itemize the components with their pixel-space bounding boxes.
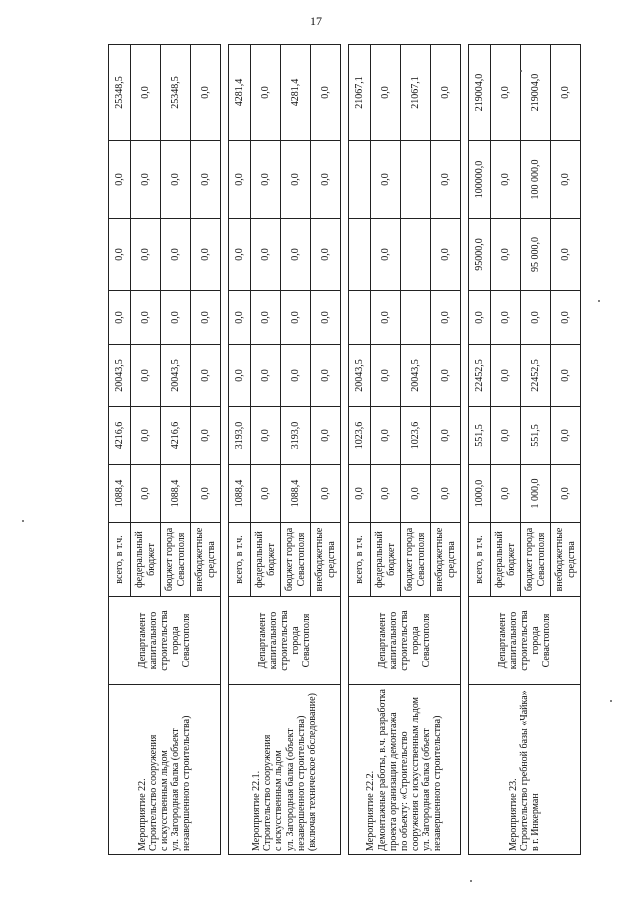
value-cell: 22452,5: [469, 345, 491, 407]
table-row: [109, 45, 131, 855]
event-name-cell: Мероприятие 22.2. Демонтажные работы, в.ч. разработка проекта организации демонтажа по объекту: «Строительство сооружения с искусственным льдом ул. Загородная балка (объект незавершенного строительства): [349, 685, 461, 855]
value-cell: 4216,6: [109, 407, 131, 465]
value-cell: 0,0: [311, 345, 341, 407]
funding-source-cell: всего, в т.ч.: [469, 523, 491, 597]
value-cell: 551,5: [521, 407, 551, 465]
funding-source-cell: бюджет города Севастополя: [281, 523, 311, 597]
value-cell: 0,0: [161, 291, 191, 345]
funding-source-cell: внебюджетные средства: [311, 523, 341, 597]
value-cell: 0,0: [311, 465, 341, 523]
value-cell: 4281,4: [281, 45, 311, 141]
funding-source-cell: бюджет города Севастополя: [161, 523, 191, 597]
department-cell: Департамент капитального строительства города Севастополя: [349, 597, 461, 685]
value-cell: 0,0: [191, 141, 221, 219]
value-cell: 0,0: [191, 219, 221, 291]
value-cell: 0,0: [371, 465, 401, 523]
value-cell: 21067,1: [401, 45, 431, 141]
value-cell: 0,0: [251, 291, 281, 345]
value-cell: 0,0: [131, 219, 161, 291]
funding-source-cell: бюджет города Севастополя: [521, 523, 551, 597]
value-cell: 25348,5: [161, 45, 191, 141]
value-cell: 0,0: [161, 141, 191, 219]
value-cell: [401, 141, 431, 219]
row-separator: [221, 45, 229, 855]
budget-table: [108, 44, 581, 855]
funding-source-cell: всего, в т.ч.: [109, 523, 131, 597]
value-cell: 0,0: [431, 219, 461, 291]
value-cell: 0,0: [229, 219, 251, 291]
table-row: [349, 45, 371, 855]
value-cell: 0,0: [431, 345, 461, 407]
value-cell: 0,0: [431, 141, 461, 219]
value-cell: 4216,6: [161, 407, 191, 465]
value-cell: 0,0: [551, 291, 581, 345]
value-cell: 100 000,0: [521, 141, 551, 219]
value-cell: 95 000,0: [521, 219, 551, 291]
value-cell: 0,0: [349, 465, 371, 523]
value-cell: 0,0: [491, 407, 521, 465]
value-cell: 0,0: [491, 45, 521, 141]
value-cell: 0,0: [131, 465, 161, 523]
value-cell: 1 000,0: [521, 465, 551, 523]
value-cell: 0,0: [431, 291, 461, 345]
value-cell: 0,0: [521, 291, 551, 345]
value-cell: 25348,5: [109, 45, 131, 141]
value-cell: 95000,0: [469, 219, 491, 291]
value-cell: 0,0: [251, 141, 281, 219]
value-cell: 0,0: [491, 345, 521, 407]
value-cell: 0,0: [491, 141, 521, 219]
value-cell: 0,0: [251, 465, 281, 523]
value-cell: 0,0: [371, 45, 401, 141]
scan-speck: [470, 880, 472, 882]
value-cell: 1023,6: [401, 407, 431, 465]
scan-speck: [520, 70, 522, 72]
value-cell: 0,0: [191, 291, 221, 345]
value-cell: 0,0: [469, 291, 491, 345]
value-cell: 0,0: [371, 345, 401, 407]
value-cell: 3193,0: [281, 407, 311, 465]
value-cell: 0,0: [131, 407, 161, 465]
value-cell: 219004,0: [521, 45, 551, 141]
value-cell: 0,0: [371, 219, 401, 291]
value-cell: 0,0: [311, 141, 341, 219]
value-cell: 21067,1: [349, 45, 371, 141]
value-cell: 20043,5: [349, 345, 371, 407]
funding-source-cell: федеральный бюджет: [491, 523, 521, 597]
value-cell: 0,0: [251, 345, 281, 407]
value-cell: 0,0: [551, 219, 581, 291]
value-cell: 1088,4: [229, 465, 251, 523]
value-cell: 0,0: [311, 291, 341, 345]
value-cell: 0,0: [551, 407, 581, 465]
value-cell: [401, 291, 431, 345]
value-cell: 0,0: [131, 45, 161, 141]
funding-source-cell: всего, в т.ч.: [349, 523, 371, 597]
value-cell: 0,0: [131, 141, 161, 219]
value-cell: 0,0: [131, 291, 161, 345]
event-name-cell: Мероприятие 22. Строительство сооружения с искусственным льдом ул. Загородная балка (объект незавершенного строительства): [109, 685, 221, 855]
value-cell: 20043,5: [401, 345, 431, 407]
table-row: [469, 45, 491, 855]
value-cell: 0,0: [161, 219, 191, 291]
value-cell: 20043,5: [161, 345, 191, 407]
funding-source-cell: всего, в т.ч.: [229, 523, 251, 597]
value-cell: 3193,0: [229, 407, 251, 465]
funding-source-cell: внебюджетные средства: [191, 523, 221, 597]
value-cell: 1023,6: [349, 407, 371, 465]
funding-source-cell: внебюджетные средства: [551, 523, 581, 597]
value-cell: 0,0: [191, 345, 221, 407]
value-cell: 0,0: [229, 141, 251, 219]
value-cell: 0,0: [191, 45, 221, 141]
value-cell: 0,0: [311, 219, 341, 291]
value-cell: 0,0: [281, 219, 311, 291]
value-cell: 0,0: [251, 407, 281, 465]
department-cell: Департамент капитального строительства города Севастополя: [229, 597, 341, 685]
value-cell: 0,0: [229, 345, 251, 407]
value-cell: 0,0: [551, 141, 581, 219]
scan-speck: [610, 700, 612, 702]
scan-speck: [22, 520, 24, 522]
value-cell: 551,5: [469, 407, 491, 465]
event-name-cell: Мероприятие 23. Строительство гребной базы «Чайка» в г. Инкерман: [469, 685, 581, 855]
value-cell: [349, 291, 371, 345]
row-separator: [461, 45, 469, 855]
value-cell: 22452,5: [521, 345, 551, 407]
value-cell: 0,0: [251, 45, 281, 141]
department-cell: Департамент капитального строительства города Севастополя: [109, 597, 221, 685]
value-cell: 100000,0: [469, 141, 491, 219]
value-cell: 0,0: [431, 407, 461, 465]
value-cell: 0,0: [431, 45, 461, 141]
value-cell: 0,0: [109, 141, 131, 219]
value-cell: [401, 219, 431, 291]
funding-source-cell: федеральный бюджет: [371, 523, 401, 597]
value-cell: 0,0: [491, 465, 521, 523]
value-cell: 1088,4: [109, 465, 131, 523]
value-cell: 20043,5: [109, 345, 131, 407]
value-cell: 0,0: [551, 465, 581, 523]
value-cell: 0,0: [251, 219, 281, 291]
row-separator: [341, 45, 349, 855]
value-cell: 1088,4: [161, 465, 191, 523]
value-cell: 0,0: [371, 141, 401, 219]
value-cell: 0,0: [109, 291, 131, 345]
funding-source-cell: внебюджетные средства: [431, 523, 461, 597]
value-cell: 0,0: [401, 465, 431, 523]
scan-speck: [598, 300, 600, 302]
funding-source-cell: федеральный бюджет: [131, 523, 161, 597]
value-cell: 0,0: [371, 407, 401, 465]
value-cell: 0,0: [229, 291, 251, 345]
value-cell: 0,0: [491, 219, 521, 291]
department-cell: Департамент капитального строительства города Севастополя: [469, 597, 581, 685]
value-cell: [349, 141, 371, 219]
value-cell: 4281,4: [229, 45, 251, 141]
value-cell: 0,0: [311, 45, 341, 141]
value-cell: 1088,4: [281, 465, 311, 523]
value-cell: 0,0: [311, 407, 341, 465]
funding-source-cell: федеральный бюджет: [251, 523, 281, 597]
rotated-table-container: [108, 45, 577, 855]
value-cell: 0,0: [281, 345, 311, 407]
value-cell: 0,0: [109, 219, 131, 291]
value-cell: 0,0: [281, 141, 311, 219]
value-cell: 0,0: [281, 291, 311, 345]
event-name-cell: Мероприятие 22.1. Строительство сооружения с искусственным льдом ул. Загородная балка (объект незавершенного строительства) (включая техническое обследование): [229, 685, 341, 855]
value-cell: 0,0: [551, 45, 581, 141]
funding-source-cell: бюджет города Севастополя: [401, 523, 431, 597]
value-cell: 0,0: [191, 407, 221, 465]
value-cell: 0,0: [131, 345, 161, 407]
value-cell: 0,0: [431, 465, 461, 523]
value-cell: 1000,0: [469, 465, 491, 523]
value-cell: 0,0: [491, 291, 521, 345]
value-cell: [349, 219, 371, 291]
value-cell: 0,0: [371, 291, 401, 345]
table-row: [229, 45, 251, 855]
value-cell: 0,0: [191, 465, 221, 523]
page-number: 17: [310, 14, 322, 28]
value-cell: 219004,0: [469, 45, 491, 141]
value-cell: 0,0: [551, 345, 581, 407]
